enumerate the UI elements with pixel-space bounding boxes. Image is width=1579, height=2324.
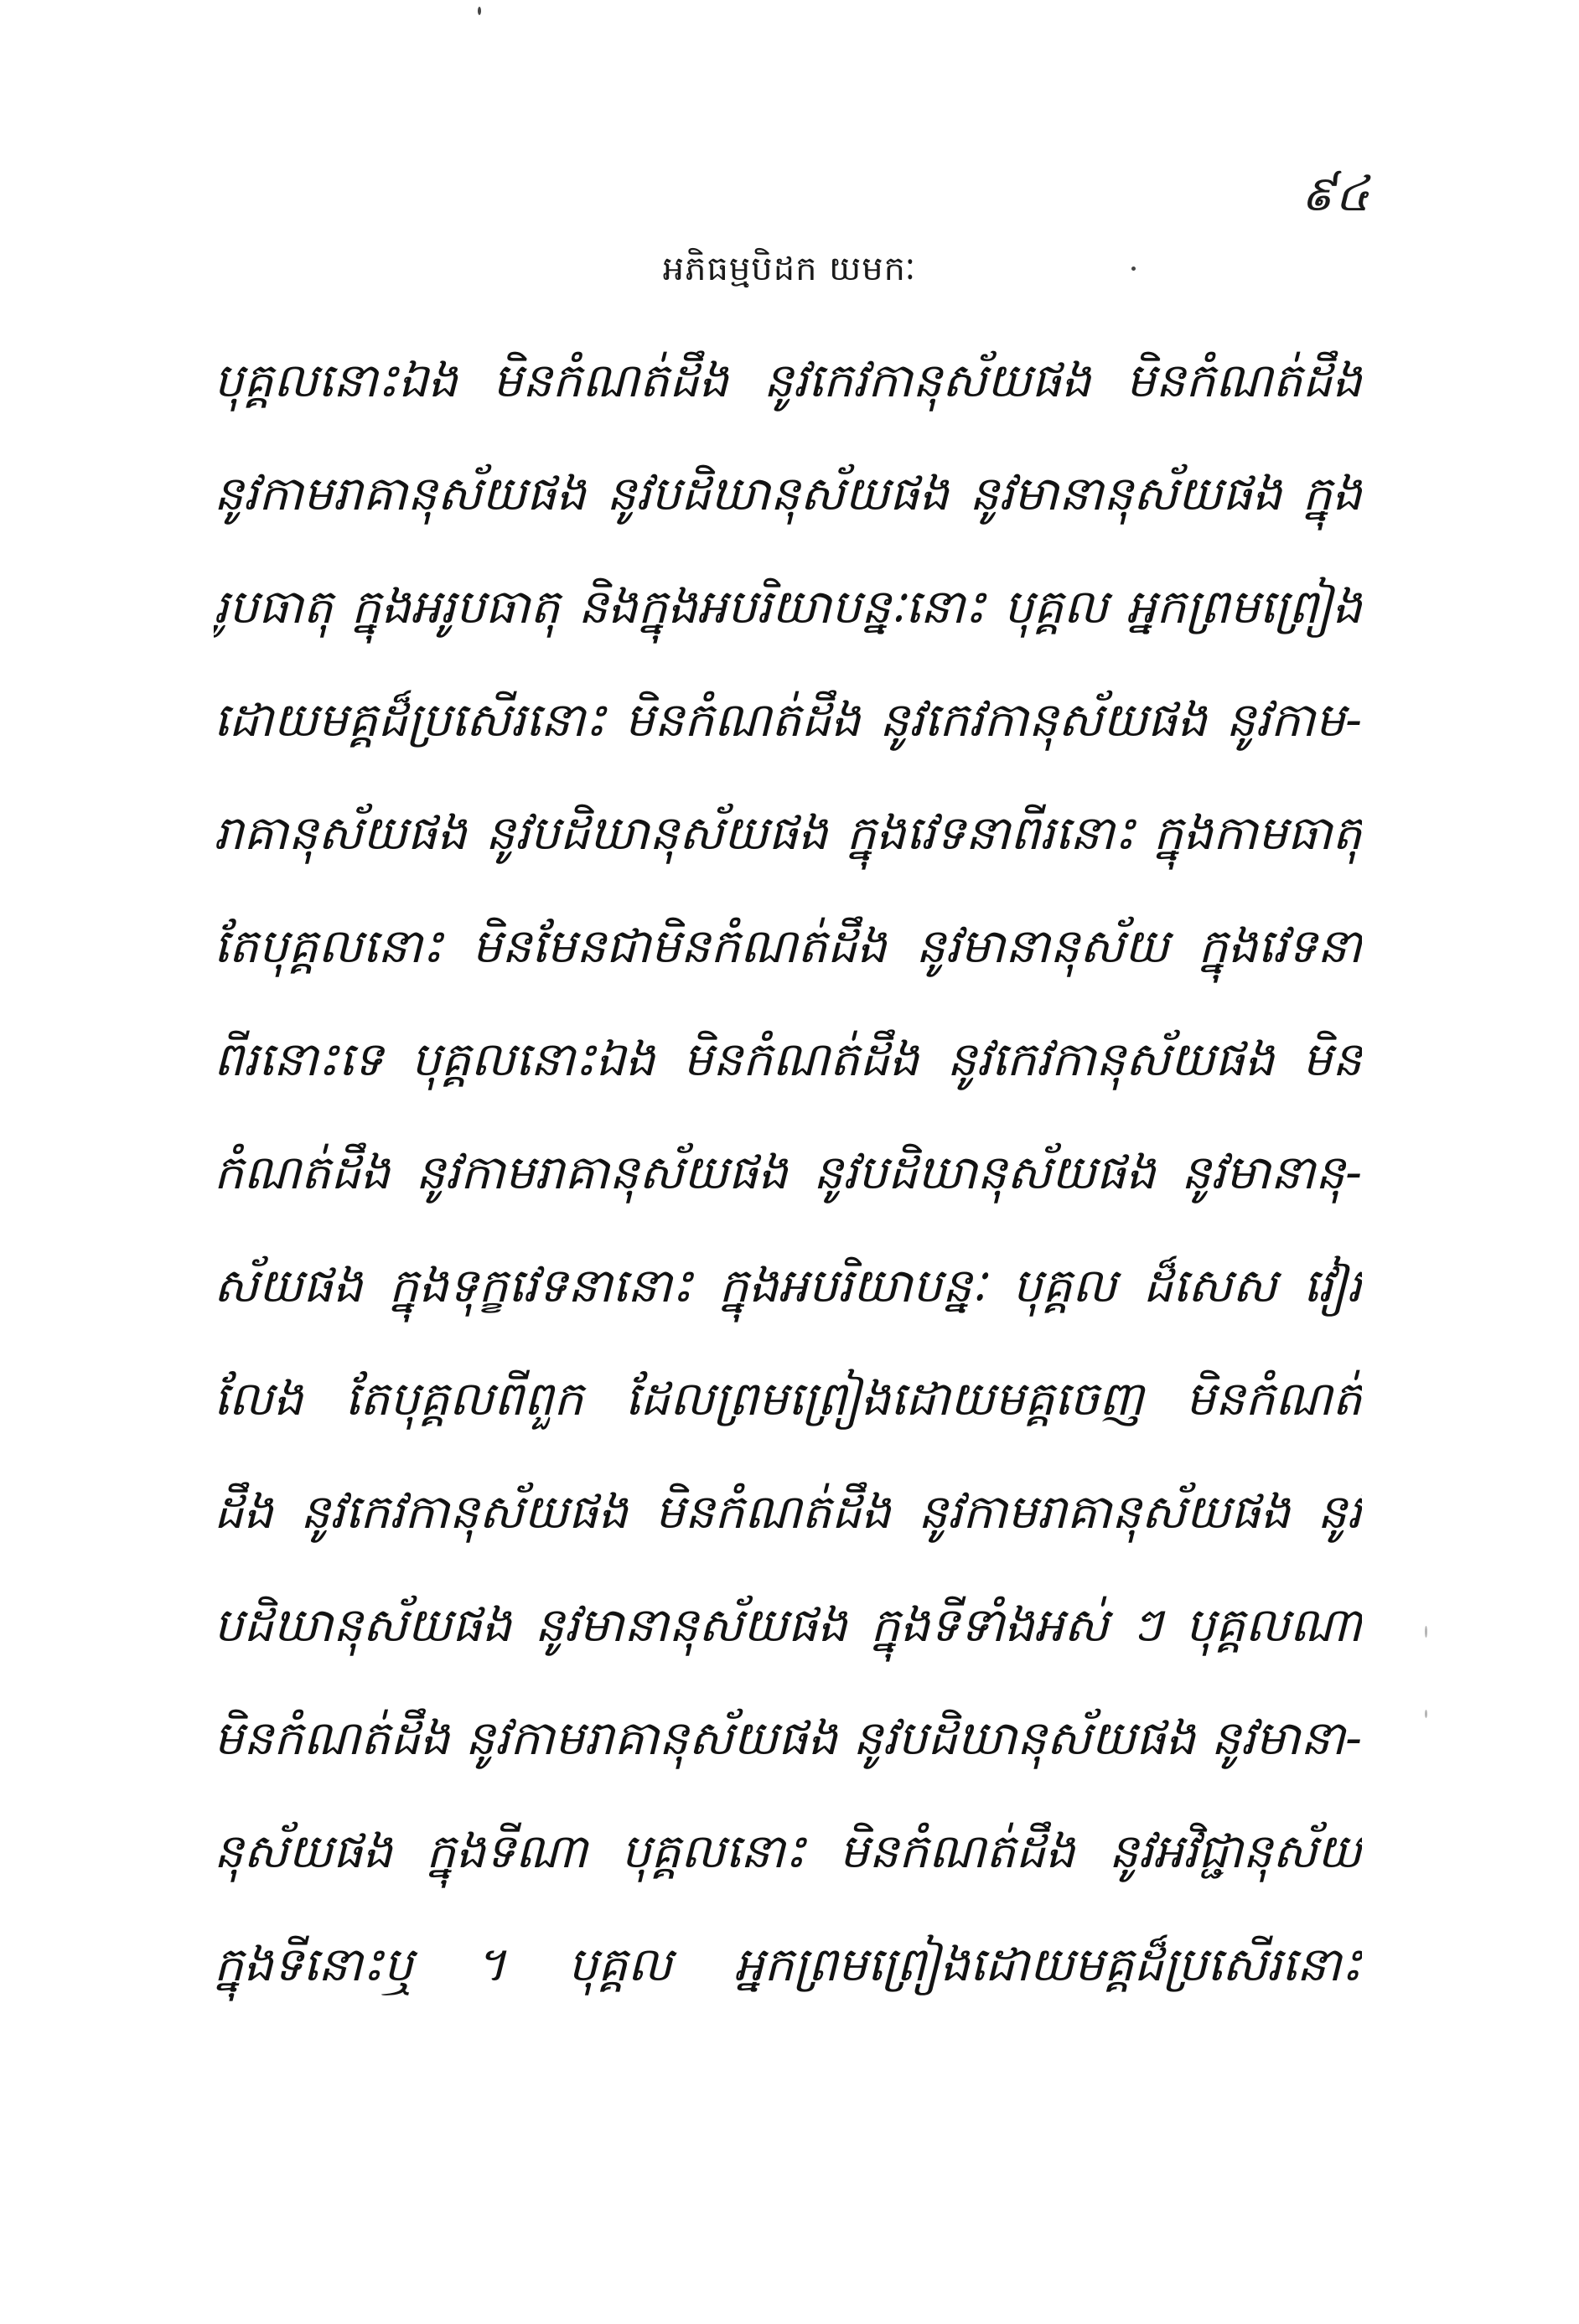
text-line: លែង តែបុគ្គលពីពួក ដែលព្រមព្រៀងដោយមគ្គចេញ មិនកំណត់ [214, 1372, 1362, 1426]
text-line: បុគ្គលនោះឯង មិនកំណត់ដឹង នូវកេវកានុស័យផង មិនកំណត់ដឹង [214, 354, 1362, 408]
scan-speck [1131, 267, 1136, 271]
text-line: មិនកំណត់ដឹង នូវកាមរាគានុស័យផង នូវបដិឃានុស័យផង នូវមានា- [214, 1711, 1362, 1766]
text-line: រាគានុស័យផង នូវបដិឃានុស័យផង ក្នុងវេទនាពីរនោះ ក្នុងកាមធាតុ [214, 806, 1362, 861]
text-line: ពីរនោះទេ បុគ្គលនោះឯង មិនកំណត់ដឹង នូវកេវកានុស័យផង មិន [214, 1033, 1362, 1087]
scan-speck [478, 7, 481, 15]
text-line: នូវកាមរាគានុស័យផង នូវបដិឃានុស័យផង នូវមានានុស័យផង ក្នុង [214, 467, 1362, 521]
text-line: កំណត់ដឹង នូវកាមរាគានុស័យផង នូវបដិឃានុស័យផង នូវមានានុ- [214, 1146, 1362, 1200]
running-head: អភិធម្មបិដក យមកៈ [662, 250, 917, 288]
text-line: បដិឃានុស័យផង នូវមានានុស័យផង ក្នុងទីទាំងអស់ ៗ បុគ្គលណា [214, 1598, 1362, 1653]
text-line: ដោយមគ្គដ៏ប្រសើរនោះ មិនកំណត់ដឹង នូវកេវកានុស័យផង នូវកាម- [214, 693, 1362, 748]
text-line: ក្នុងទីនោះឬ ។ បុគ្គល អ្នកព្រមព្រៀងដោយមគ្គដ៏ប្រសើរនោះ [214, 1938, 1362, 1992]
scan-speck [1425, 1626, 1427, 1638]
page-number: ៩៤ [1300, 165, 1369, 222]
text-line: រូបធាតុ ក្នុងអរូបធាតុ និងក្នុងអបរិយាបន្នៈនោះ បុគ្គល អ្នកព្រមព្រៀង [214, 580, 1362, 634]
scan-speck [1425, 1710, 1427, 1718]
text-line: តែបុគ្គលនោះ មិនមែនជាមិនកំណត់ដឹង នូវមានានុស័យ ក្នុងវេទនា [214, 919, 1362, 974]
body-text [214, 335, 1362, 2032]
text-line: នុស័យផង ក្នុងទីណា បុគ្គលនោះ មិនកំណត់ដឹង នូវអវិជ្ជានុស័យ [214, 1825, 1362, 1879]
text-line: ដឹង នូវកេវកានុស័យផង មិនកំណត់ដឹង នូវកាមរាគានុស័យផង នូវ [214, 1485, 1362, 1540]
text-line: ស័យផង ក្នុងទុក្ខវេទនានោះ ក្នុងអបរិយាបន្នៈ បុគ្គល ដ៏សេស វៀរ [214, 1259, 1362, 1313]
